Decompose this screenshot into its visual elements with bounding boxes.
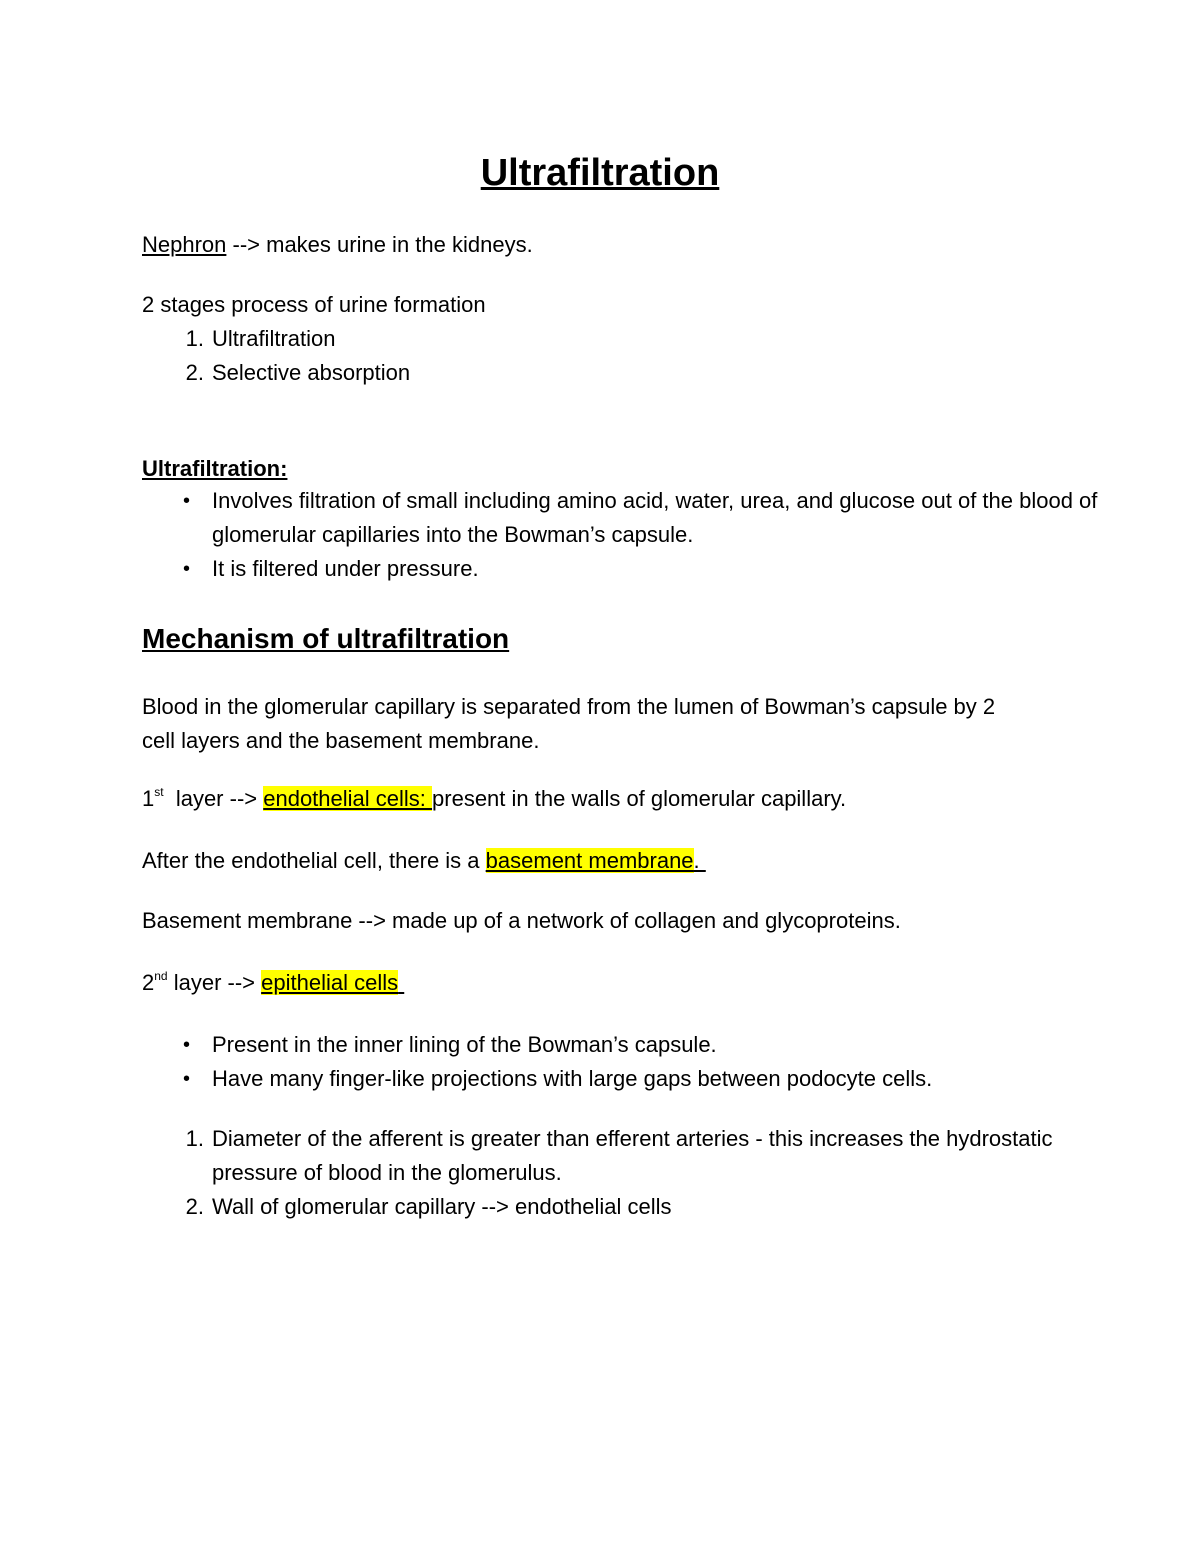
list-number: 1. [185, 326, 204, 351]
epithelial-cells-highlight: epithelial cells [261, 970, 399, 995]
list-number: 2. [185, 360, 204, 385]
layer2-line [142, 968, 404, 998]
basement-membrane-definition: Basement membrane --> made up of a network of collagen and glycoproteins. [142, 908, 901, 933]
mechanism-heading: Mechanism of ultrafiltration [142, 623, 510, 654]
layer1-line [142, 784, 846, 814]
list-number: 1. [185, 1126, 204, 1151]
bullet-icon: • [182, 558, 190, 580]
layer2-label: layer --> [167, 970, 262, 995]
bullet-icon: • [182, 1034, 190, 1056]
layer2-number: 2 [142, 970, 155, 995]
bullet-text: Present in the inner lining of the Bowman’s capsule. [212, 1032, 717, 1057]
list-number: 2. [185, 1194, 204, 1219]
layer1-description: present in the walls of glomerular capillary. [432, 786, 847, 811]
ultrafiltration-bullet-1 [142, 484, 1142, 552]
after-line [142, 846, 706, 876]
mechanism-numbered-1 [142, 1122, 1142, 1190]
bullet-text: It is filtered under pressure. [212, 556, 479, 581]
bullet-text: Involves filtration of small including amino acid, water, urea, and glucose out of the blood of glomerular capillaries into the Bowman’s capsule. [212, 488, 1098, 547]
after-prefix: After the endothelial cell, there is a [142, 848, 486, 873]
page-title [0, 150, 1200, 196]
endothelial-cells-highlight: endothelial cells: [263, 786, 433, 811]
nephron-line [142, 230, 533, 260]
bullet-icon: • [182, 490, 190, 512]
bullet-text: Have many finger-like projections with large gaps between podocyte cells. [212, 1066, 933, 1091]
nephron-definition: --> makes urine in the kidneys. [226, 232, 533, 257]
layer2-suffix [398, 970, 404, 995]
mechanism-paragraph: Blood in the glomerular capillary is separated from the lumen of Bowman’s capsule by 2 cell layers and the basement membrane. [142, 694, 996, 753]
list-text: Selective absorption [212, 360, 411, 385]
basement-membrane-highlight: basement membrane [485, 848, 694, 873]
layer1-number: 1 [142, 786, 155, 811]
after-suffix: . [693, 848, 706, 873]
list-text: Ultrafiltration [212, 326, 336, 351]
title-text: Ultrafiltration [480, 152, 720, 194]
nephron-term: Nephron [142, 232, 227, 257]
list-text: Diameter of the afferent is greater than efferent arteries - this increases the hydrostatic pressure of blood in the glomerulus. [212, 1126, 1053, 1185]
layer2-ordinal: nd [154, 968, 168, 983]
ultrafiltration-heading: Ultrafiltration: [142, 456, 288, 481]
list-text: Wall of glomerular capillary --> endothelial cells [212, 1194, 672, 1219]
bullet-icon: • [182, 1068, 190, 1090]
layer1-label: layer --> [163, 786, 264, 811]
layer1-ordinal: st [154, 784, 164, 799]
stages-intro: 2 stages process of urine formation [142, 292, 486, 317]
